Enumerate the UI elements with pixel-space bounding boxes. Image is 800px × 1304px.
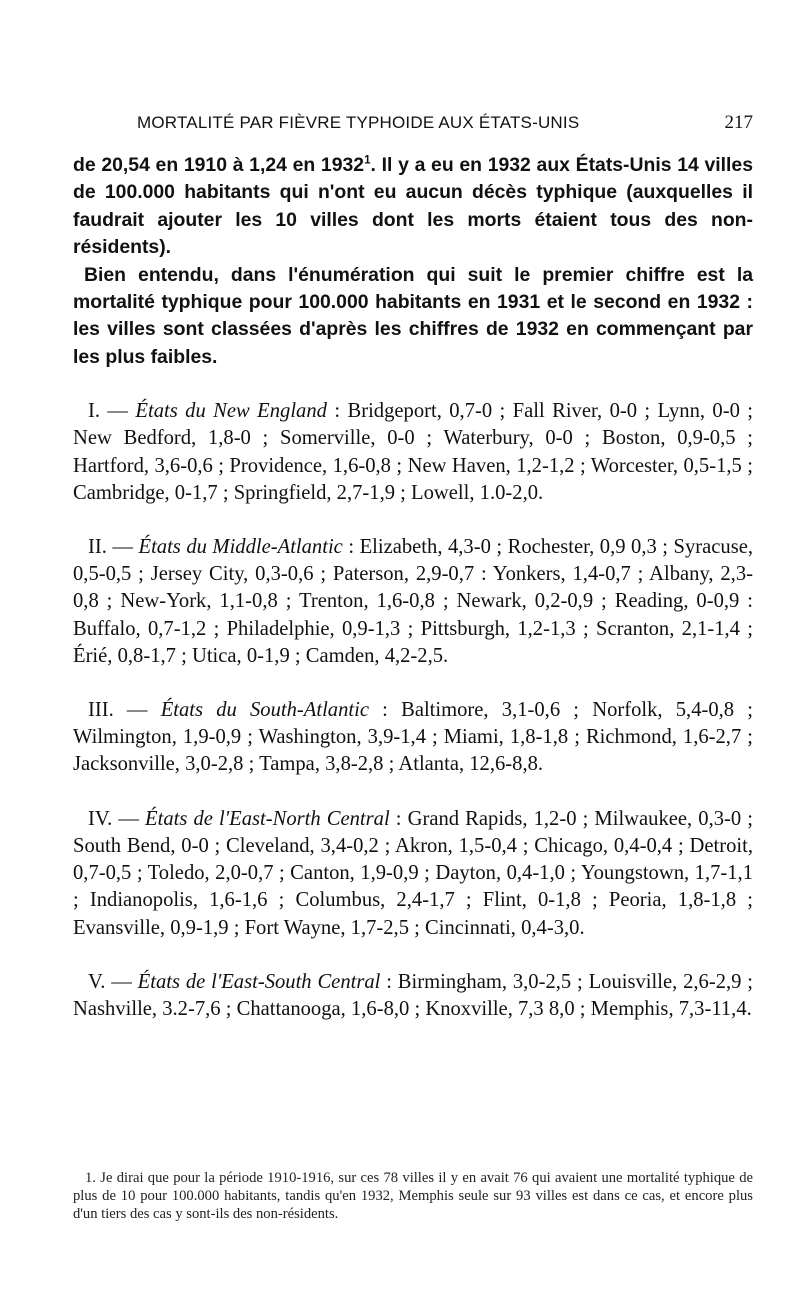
region-section: III. — États du South-Atlantic : Baltimore, 3,1-0,6 ; Norfolk, 5,4-0,8 ; Wilmington, 1,9-0,9 ; Washington, 3,9-1,4 ; Miami, 1,8-1,8 ; Richmond, 1,6-2,7 ; Jacksonville, 3,0-2,8 ; Tampa, 3,8-2,8 ; Atlanta, 12,6-8,8. <box>73 699 753 776</box>
footnote-marker: 1. <box>85 1170 96 1186</box>
region-sections <box>73 398 753 1023</box>
page <box>73 112 753 1050</box>
region-section: I. — États du New England : Bridgeport, 0,7-0 ; Fall River, 0-0 ; Lynn, 0-0 ; New Bedford, 1,8-0 ; Somerville, 0-0 ; Waterbury, 0-0 ; Boston, 0,9-0,5 ; Hartford, 3,6-0,6 ; Providence, 1,6-0,8 ; New Haven, 1,2-1,2 ; Worcester, 0,5-1,5 ; Cambridge, 0-1,7 ; Springfield, 2,7-1,9 ; Lowell, 1.0-2,0. <box>73 400 753 504</box>
footnote-text: Je dirai que pour la période 1910-1916, sur ces 78 villes il y en avait 76 qui avaient une mortalité typhique de plus de 10 pour 100.000 habitants, tandis qu'en 1932, Memphis seule sur 93 villes est dans ce cas, et encore plus d'un tiers des cas y sont-ils des non-résidents. <box>73 1170 753 1222</box>
intro-paragraph-1 <box>73 152 753 262</box>
section-name: États du Middle-Atlantic <box>138 536 343 559</box>
section-name: États de l'East-North Central <box>145 807 390 830</box>
footnote <box>73 1169 753 1223</box>
intro-paragraph-2: Bien entendu, dans l'énumération qui suit le premier chiffre est la mortalité typhique pour 100.000 habitants en 1931 et le second en 1932 : les villes sont classées d'après les chiffres de 1932 en commençant par les plus faibles. <box>73 263 753 368</box>
running-title: MORTALITÉ PAR FIÈVRE TYPHOIDE AUX ÉTATS-UNIS <box>137 113 580 132</box>
section-name: États de l'East-South Central <box>137 970 381 993</box>
section-number: IV. <box>88 807 113 830</box>
intro-text-after-note: . Il y a eu en 1932 aux États-Unis 14 villes de 100.000 habitants qui n'ont eu aucun décès typhique (auxquelles il faudrait ajouter les 10 villes dont les morts étaient tous des non-résidents). <box>73 154 754 259</box>
section-cities: : Elizabeth, 4,3-0 ; Rochester, 0,9 0,3 ; Syracuse, 0,5-0,5 ; Jersey City, 0,3-0,6 ; Paterson, 2,9-0,7 : Yonkers, 1,4-0,7 ; Albany, 2,3-0,8 ; New-York, 1,1-0,8 ; Trenton, 1,6-0,8 ; Newark, 0,2-0,9 ; Reading, 0-0,9 : Buffalo, 0,7-1,2 ; Philadelphie, 0,9-1,3 ; Pittsburgh, 1,2-1,3 ; Scranton, 2,1-1,4 ; Érié, 0,8-1,7 ; Utica, 0-1,9 ; Camden, 4,2-2,5. <box>73 536 753 667</box>
section-number: III. <box>88 699 114 722</box>
region-section: V. — États de l'East-South Central : Birmingham, 3,0-2,5 ; Louisville, 2,6-2,9 ; Nashville, 3.2-7,6 ; Chattanooga, 1,6-8,0 ; Knoxville, 7,3 8,0 ; Memphis, 7,3-11,4. <box>73 970 753 1020</box>
section-cities: : Birmingham, 3,0-2,5 ; Louisville, 2,6-2,9 ; Nashville, 3.2-7,6 ; Chattanooga, 1,6-8,0 ; Knoxville, 7,3 8,0 ; Memphis, 7,3-11,4. <box>73 970 753 1020</box>
section-number: II. <box>88 536 107 559</box>
section-number: V. <box>88 970 106 993</box>
intro-text-before-note: de 20,54 en 1910 à 1,24 en 1932 <box>73 154 365 176</box>
intro-text <box>73 152 753 371</box>
footnotes <box>73 1169 753 1223</box>
section-name: États du South-Atlantic <box>160 699 369 722</box>
section-number: I. <box>88 400 101 423</box>
footnote-reference: 1 <box>364 153 371 167</box>
region-section: II. — États du Middle-Atlantic : Elizabeth, 4,3-0 ; Rochester, 0,9 0,3 ; Syracuse, 0,5-0,5 ; Jersey City, 0,3-0,6 ; Paterson, 2,9-0,7 : Yonkers, 1,4-0,7 ; Albany, 2,3-0,8 ; New-York, 1,1-0,8 ; Trenton, 1,6-0,8 ; Newark, 0,2-0,9 ; Reading, 0-0,9 : Buffalo, 0,7-1,2 ; Philadelphie, 0,9-1,3 ; Pittsburgh, 1,2-1,3 ; Scranton, 2,1-1,4 ; Érié, 0,8-1,7 ; Utica, 0-1,9 ; Camden, 4,2-2,5. <box>73 536 753 667</box>
section-cities: : Bridgeport, 0,7-0 ; Fall River, 0-0 ; Lynn, 0-0 ; New Bedford, 1,8-0 ; Somerville, 0-0 ; Waterbury, 0-0 ; Boston, 0,9-0,5 ; Hartford, 3,6-0,6 ; Providence, 1,6-0,8 ; New Haven, 1,2-1,2 ; Worcester, 0,5-1,5 ; Cambridge, 0-1,7 ; Springfield, 2,7-1,9 ; Lowell, 1.0-2,0. <box>73 400 753 504</box>
region-section: IV. — États de l'East-North Central : Grand Rapids, 1,2-0 ; Milwaukee, 0,3-0 ; South Bend, 0-0 ; Cleveland, 3,4-0,2 ; Akron, 1,5-0,4 ; Chicago, 0,4-0,4 ; Detroit, 0,7-0,5 ; Toledo, 2,0-0,7 ; Canton, 1,9-0,9 ; Dayton, 0,4-1,0 ; Youngstown, 1,7-1,1 ; Indianopolis, 1,6-1,6 ; Columbus, 2,4-1,7 ; Flint, 0-1,8 ; Peoria, 1,8-1,8 ; Evansville, 0,9-1,9 ; Fort Wayne, 1,7-2,5 ; Cincinnati, 0,4-3,0. <box>73 807 754 939</box>
section-cities: : Grand Rapids, 1,2-0 ; Milwaukee, 0,3-0 ; South Bend, 0-0 ; Cleveland, 3,4-0,2 ; Akron, 1,5-0,4 ; Chicago, 0,4-0,4 ; Detroit, 0,7-0,5 ; Toledo, 2,0-0,7 ; Canton, 1,9-0,9 ; Dayton, 0,4-1,0 ; Youngstown, 1,7-1,1 ; Indianopolis, 1,6-1,6 ; Columbus, 2,4-1,7 ; Flint, 0-1,8 ; Peoria, 1,8-1,8 ; Evansville, 0,9-1,9 ; Fort Wayne, 1,7-2,5 ; Cincinnati, 0,4-3,0. <box>73 807 754 939</box>
running-header <box>73 112 753 152</box>
section-name: États du New England <box>135 400 327 423</box>
page-number: 217 <box>724 112 753 133</box>
section-cities: : Baltimore, 3,1-0,6 ; Norfolk, 5,4-0,8 ; Wilmington, 1,9-0,9 ; Washington, 3,9-1,4 ; Miami, 1,8-1,8 ; Richmond, 1,6-2,7 ; Jacksonville, 3,0-2,8 ; Tampa, 3,8-2,8 ; Atlanta, 12,6-8,8. <box>73 699 753 776</box>
